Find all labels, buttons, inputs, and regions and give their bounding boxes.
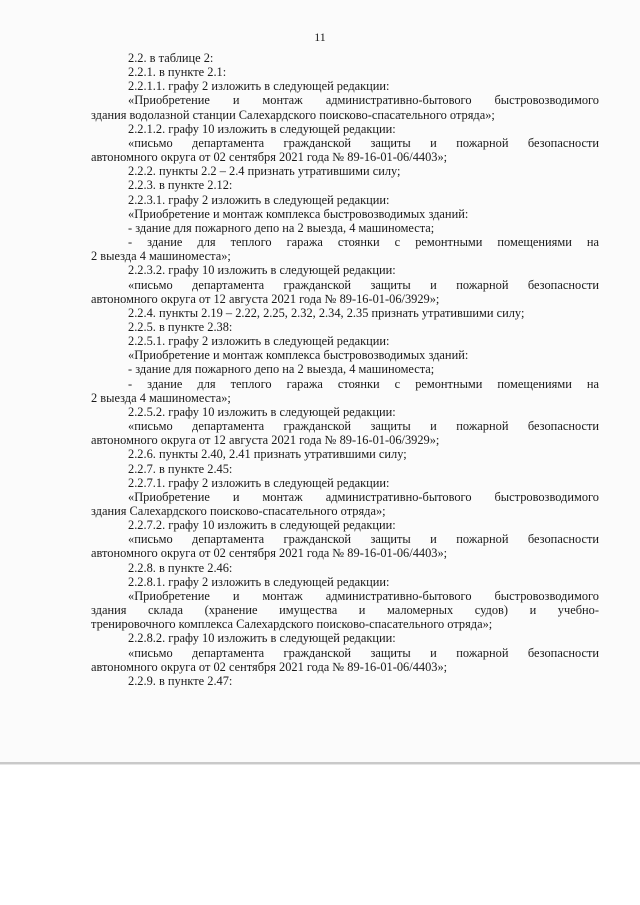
- text-line: «Приобретение и монтаж административно-бытового быстровозводимого: [128, 93, 599, 108]
- text-line: 2.2.8.2. графу 10 изложить в следующей редакции:: [128, 631, 396, 646]
- text-line: «письмо департамента гражданской защиты и пожарной безопасности: [128, 135, 599, 150]
- text-line: 2.2.4. пункты 2.19 – 2.22, 2.25, 2.32, 2.34, 2.35 признать утратившими силу;: [128, 305, 525, 320]
- text-line: 2.2.8. в пункте 2.46:: [128, 560, 233, 575]
- text-line: 2.2.9. в пункте 2.47:: [128, 673, 233, 688]
- text-line: тренировочного комплекса Салехардского поисково-спасательного отряда»;: [91, 617, 493, 632]
- text-line: 2 выезда 4 машиноместа»;: [91, 249, 231, 264]
- text-line: 2.2.3.1. графу 2 изложить в следующей редакции:: [128, 192, 390, 207]
- text-line: «Приобретение и монтаж административно-бытового быстровозводимого: [128, 489, 599, 504]
- text-line: автономного округа от 02 сентября 2021 года № 89-16-01-06/4403»;: [91, 659, 448, 674]
- text-line: - здание для пожарного депо на 2 выезда, 4 машиноместа;: [128, 362, 435, 377]
- text-line: 2.2.6. пункты 2.40, 2.41 признать утратившими силу;: [128, 447, 407, 462]
- text-line: - здание для теплого гаража стоянки с ремонтными помещениями на: [128, 235, 599, 250]
- text-line: 2 выезда 4 машиноместа»;: [91, 390, 231, 405]
- text-line: здания склада (хранение имущества и маломерных судов) и учебно-: [91, 603, 599, 618]
- text-line: 2.2.5. в пункте 2.38:: [128, 319, 233, 334]
- text-line: 2.2.7.2. графу 10 изложить в следующей редакции:: [128, 518, 396, 533]
- text-line: «письмо департамента гражданской защиты и пожарной безопасности: [128, 277, 599, 292]
- text-line: - здание для пожарного депо на 2 выезда, 4 машиноместа;: [128, 220, 435, 235]
- text-line: 2.2.1. в пункте 2.1:: [128, 65, 227, 80]
- text-line: 2.2.8.1. графу 2 изложить в следующей редакции:: [128, 574, 390, 589]
- text-line: здания Салехардского поисково-спасательного отряда»;: [91, 504, 386, 518]
- text-line: «Приобретение и монтаж административно-бытового быстровозводимого: [128, 588, 599, 603]
- text-line: автономного округа от 02 сентября 2021 года № 89-16-01-06/4403»;: [91, 546, 448, 561]
- text-line: «Приобретение и монтаж комплекса быстровозводимых зданий:: [128, 206, 469, 221]
- text-line: «письмо департамента гражданской защиты и пожарной безопасности: [128, 419, 599, 434]
- page-number: 11: [314, 30, 326, 44]
- text-line: 2.2.1.2. графу 10 изложить в следующей редакции:: [128, 121, 396, 136]
- text-line: автономного округа от 02 сентября 2021 года № 89-16-01-06/4403»;: [91, 150, 448, 165]
- text-line: «Приобретение и монтаж комплекса быстровозводимых зданий:: [128, 348, 469, 363]
- text-line: автономного округа от 12 августа 2021 года № 89-16-01-06/3929»;: [91, 433, 440, 448]
- text-line: 2.2.2. пункты 2.2 – 2.4 признать утратившими силу;: [128, 164, 401, 179]
- text-line: 2.2.5.2. графу 10 изложить в следующей редакции:: [128, 404, 396, 419]
- text-line: 2.2.7.1. графу 2 изложить в следующей редакции:: [128, 475, 390, 490]
- text-line: 2.2.7. в пункте 2.45:: [128, 461, 233, 476]
- text-line: 2.2.3. в пункте 2.12:: [128, 178, 233, 193]
- text-line: 2.2.1.1. графу 2 изложить в следующей редакции:: [128, 79, 390, 94]
- document-body: [91, 51, 599, 688]
- text-line: «письмо департамента гражданской защиты и пожарной безопасности: [128, 645, 599, 660]
- text-line: 2.2.5.1. графу 2 изложить в следующей редакции:: [128, 334, 390, 349]
- text-line: - здание для теплого гаража стоянки с ремонтными помещениями на: [128, 376, 599, 391]
- text-line: автономного округа от 12 августа 2021 года № 89-16-01-06/3929»;: [91, 291, 440, 306]
- text-line: 2.2.3.2. графу 10 изложить в следующей редакции:: [128, 263, 396, 278]
- text-line: «письмо департамента гражданской защиты и пожарной безопасности: [128, 532, 599, 547]
- text-line: здания водолазной станции Салехардского поисково-спасательного отряда»;: [91, 107, 495, 122]
- text-line: 2.2. в таблице 2:: [128, 51, 214, 65]
